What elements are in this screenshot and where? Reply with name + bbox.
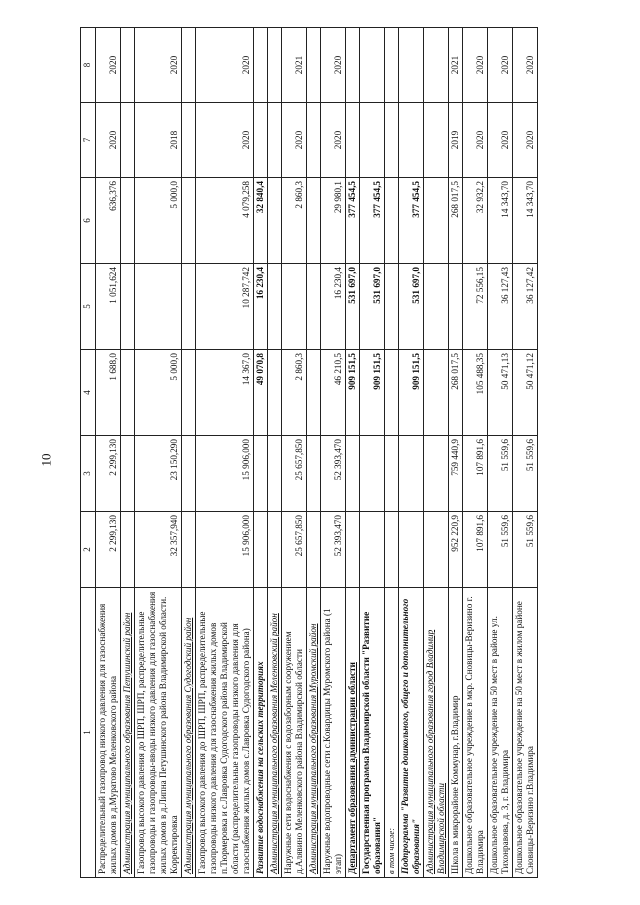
value-cell xyxy=(268,28,282,103)
row-label-cell: Дошкольное образовательное учреждение на 50 мест в районе ул. Тихонравова, д. 3, г. Владимира xyxy=(488,588,513,878)
table-row xyxy=(488,28,513,878)
value-cell: 15 906,000 xyxy=(196,436,254,512)
value-cell: 51 559,6 xyxy=(513,512,538,588)
value-cell: 107 891,6 xyxy=(463,512,488,588)
value-cell xyxy=(182,178,196,264)
table-row xyxy=(399,28,424,878)
value-cell: 2 299,130 xyxy=(96,436,121,512)
row-label-cell: Администрация муниципального образования город Владимир Владимирской области xyxy=(424,588,449,878)
value-cell: 4 079,258 xyxy=(196,178,254,264)
value-cell xyxy=(307,178,321,264)
value-cell xyxy=(424,103,449,178)
value-cell: 72 556,15 xyxy=(463,264,488,350)
value-cell: 1 688,0 xyxy=(96,350,121,436)
column-header: 2 xyxy=(81,512,96,588)
value-cell: 2 860,3 xyxy=(282,178,307,264)
value-cell: 377 454,5 xyxy=(360,178,385,264)
value-cell: 14 343,70 xyxy=(513,178,538,264)
value-cell: 2020 xyxy=(463,28,488,103)
value-cell xyxy=(399,512,424,588)
value-cell xyxy=(307,350,321,436)
value-cell xyxy=(121,178,135,264)
value-cell: 5 000,0 xyxy=(135,178,182,264)
value-cell xyxy=(424,350,449,436)
value-cell xyxy=(182,436,196,512)
value-cell xyxy=(121,350,135,436)
value-cell: 2020 xyxy=(96,103,121,178)
value-cell xyxy=(182,28,196,103)
value-cell: 10 287,742 xyxy=(196,264,254,350)
value-cell: 49 070,8 xyxy=(254,350,268,436)
row-label-cell: Администрация муниципального образования Меленковский район xyxy=(268,588,282,878)
value-cell xyxy=(424,264,449,350)
value-cell: 909 151,5 xyxy=(360,350,385,436)
value-cell xyxy=(254,436,268,512)
table-row xyxy=(513,28,538,878)
value-cell xyxy=(385,512,399,588)
row-label-cell: Администрация муниципального образования Судогодский район xyxy=(182,588,196,878)
value-cell: 531 697,0 xyxy=(360,264,385,350)
table-row xyxy=(307,28,321,878)
value-cell xyxy=(307,103,321,178)
value-cell: 52 393,470 xyxy=(321,512,346,588)
value-cell: 2 860,3 xyxy=(282,350,307,436)
value-cell: 909 151,5 xyxy=(346,350,360,436)
table-row xyxy=(135,28,182,878)
column-header: 7 xyxy=(81,103,96,178)
value-cell: 14 367,0 xyxy=(196,350,254,436)
value-cell xyxy=(268,436,282,512)
row-label-cell: Школа в микрорайоне Коммунар, г.Владимир xyxy=(449,588,463,878)
value-cell: 2 299,130 xyxy=(96,512,121,588)
value-cell: 268 017,5 xyxy=(449,350,463,436)
value-cell xyxy=(182,350,196,436)
table-row xyxy=(321,28,346,878)
value-cell: 377 454,5 xyxy=(399,178,424,264)
row-label-cell: Газопровод высокого давления до ШРП, ШРП, распределительные газопроводы и газопроводы-вводы низкого давления для газоснабжения жилых домов в д.Липна Петушинского района Владимирской области. Корректировка xyxy=(135,588,182,878)
value-cell xyxy=(346,436,360,512)
value-cell: 14 343,70 xyxy=(488,178,513,264)
value-cell xyxy=(424,512,449,588)
value-cell xyxy=(135,264,182,350)
table-row xyxy=(346,28,360,878)
value-cell: 2020 xyxy=(488,103,513,178)
value-cell xyxy=(268,512,282,588)
value-cell xyxy=(360,103,385,178)
value-cell xyxy=(449,264,463,350)
value-cell xyxy=(282,264,307,350)
value-cell: 25 657,850 xyxy=(282,436,307,512)
value-cell: 32 357,940 xyxy=(135,512,182,588)
row-label-cell: Администрация муниципального образования Петушинский район xyxy=(121,588,135,878)
row-label-cell: Дошкольное образовательное учреждение на 50 мест в жилом районе Сновицы-Веризино г.Владимира xyxy=(513,588,538,878)
investment-table xyxy=(80,27,538,878)
page-number: 10 xyxy=(38,453,54,467)
value-cell xyxy=(307,264,321,350)
value-cell xyxy=(424,178,449,264)
value-cell xyxy=(385,28,399,103)
value-cell: 2020 xyxy=(196,103,254,178)
value-cell: 107 891,6 xyxy=(463,436,488,512)
value-cell: 5 000,0 xyxy=(135,350,182,436)
column-header: 5 xyxy=(81,264,96,350)
value-cell xyxy=(360,436,385,512)
value-cell: 377 454,5 xyxy=(346,178,360,264)
table-row xyxy=(282,28,307,878)
value-cell xyxy=(121,103,135,178)
value-cell: 2019 xyxy=(449,103,463,178)
value-cell xyxy=(385,436,399,512)
value-cell xyxy=(254,103,268,178)
value-cell: 2020 xyxy=(488,28,513,103)
value-cell: 15 906,000 xyxy=(196,512,254,588)
value-cell: 16 230,4 xyxy=(321,264,346,350)
value-cell: 2020 xyxy=(321,103,346,178)
table-row xyxy=(96,28,121,878)
value-cell xyxy=(121,436,135,512)
value-cell xyxy=(268,103,282,178)
value-cell: 636,376 xyxy=(96,178,121,264)
column-header: 1 xyxy=(81,588,96,878)
value-cell: 46 210,5 xyxy=(321,350,346,436)
value-cell: 2020 xyxy=(135,28,182,103)
value-cell: 531 697,0 xyxy=(346,264,360,350)
value-cell xyxy=(182,512,196,588)
row-label-cell: Дошкольное образовательное учреждение в мкр. Сновицы-Веризино г. Владимира xyxy=(463,588,488,878)
value-cell xyxy=(424,436,449,512)
value-cell: 2020 xyxy=(196,28,254,103)
value-cell xyxy=(385,350,399,436)
row-label-cell: Наружные водопроводные сети с.Ковардицы Муромского района (1 этап) xyxy=(321,588,346,878)
row-label-cell: в том числе: xyxy=(385,588,399,878)
value-cell: 29 980,1 xyxy=(321,178,346,264)
value-cell: 2020 xyxy=(513,28,538,103)
value-cell xyxy=(254,28,268,103)
value-cell xyxy=(268,350,282,436)
table-row xyxy=(385,28,399,878)
column-header: 8 xyxy=(81,28,96,103)
row-label-cell: Администрация муниципального образования Муромский район xyxy=(307,588,321,878)
value-cell: 2020 xyxy=(513,103,538,178)
rotated-page xyxy=(80,28,616,878)
value-cell: 51 559,6 xyxy=(488,436,513,512)
row-label-cell: Департамент образования администрации области xyxy=(346,588,360,878)
value-cell: 2018 xyxy=(135,103,182,178)
row-label-cell: Наружные сети водоснабжения с водозаборным сооружением д.Алявино Меленковского района Владимирской области xyxy=(282,588,307,878)
value-cell: 52 393,470 xyxy=(321,436,346,512)
table-row xyxy=(254,28,268,878)
column-header: 4 xyxy=(81,350,96,436)
row-label-cell: Развитие водоснабжения на сельских территориях xyxy=(254,588,268,878)
value-cell xyxy=(121,264,135,350)
value-cell: 268 017,5 xyxy=(449,178,463,264)
value-cell: 16 230,4 xyxy=(254,264,268,350)
value-cell: 531 697,0 xyxy=(399,264,424,350)
value-cell xyxy=(268,178,282,264)
value-cell xyxy=(385,103,399,178)
value-cell xyxy=(121,28,135,103)
value-cell xyxy=(307,28,321,103)
value-cell xyxy=(360,28,385,103)
value-cell: 2021 xyxy=(449,28,463,103)
value-cell: 2021 xyxy=(282,28,307,103)
value-cell: 50 471,12 xyxy=(513,350,538,436)
table-row xyxy=(182,28,196,878)
header-row xyxy=(81,28,96,878)
value-cell xyxy=(268,264,282,350)
value-cell: 952 220,9 xyxy=(449,512,463,588)
value-cell xyxy=(360,512,385,588)
value-cell: 759 440,9 xyxy=(449,436,463,512)
column-header: 6 xyxy=(81,178,96,264)
row-label-cell: Подпрограмма "Развитие дошкольного, общего и дополнительного образования" xyxy=(399,588,424,878)
value-cell xyxy=(254,512,268,588)
value-cell xyxy=(399,28,424,103)
row-label-cell: Государственная программа Владимирской области "Развитие образования" xyxy=(360,588,385,878)
table-row xyxy=(449,28,463,878)
value-cell: 2020 xyxy=(282,103,307,178)
value-cell xyxy=(346,103,360,178)
value-cell: 909 151,5 xyxy=(399,350,424,436)
value-cell xyxy=(346,28,360,103)
value-cell: 1 051,624 xyxy=(96,264,121,350)
value-cell xyxy=(385,178,399,264)
value-cell: 51 559,6 xyxy=(513,436,538,512)
row-label-cell: Газопровод высокого давления до ШРП, ШРП, распределительные газопроводы низкого давления для газоснабжения жилых домов п.Тюрмеровка и с.Лавровка Судогодского района Владимирской области (распределительные газопроводы низкого давления для газоснабжения жилых домов с.Лавровка Судогодского района) xyxy=(196,588,254,878)
table-row xyxy=(463,28,488,878)
value-cell: 50 471,13 xyxy=(488,350,513,436)
value-cell: 32 932,2 xyxy=(463,178,488,264)
value-cell: 32 840,4 xyxy=(254,178,268,264)
row-label-cell: Распределительный газопровод низкого давления для газоснабжения жилых домов в д.Муратово Меленковского района xyxy=(96,588,121,878)
value-cell: 2020 xyxy=(321,28,346,103)
value-cell xyxy=(424,28,449,103)
value-cell: 51 559,6 xyxy=(488,512,513,588)
value-cell xyxy=(346,512,360,588)
value-cell xyxy=(385,264,399,350)
value-cell xyxy=(307,436,321,512)
value-cell xyxy=(399,436,424,512)
value-cell xyxy=(182,103,196,178)
value-cell: 25 657,850 xyxy=(282,512,307,588)
value-cell: 23 150,290 xyxy=(135,436,182,512)
table-row xyxy=(268,28,282,878)
value-cell: 2020 xyxy=(96,28,121,103)
value-cell xyxy=(307,512,321,588)
value-cell xyxy=(399,103,424,178)
column-header: 3 xyxy=(81,436,96,512)
table-row xyxy=(360,28,385,878)
table-row xyxy=(424,28,449,878)
value-cell: 2020 xyxy=(463,103,488,178)
value-cell xyxy=(182,264,196,350)
table-row xyxy=(196,28,254,878)
table-row xyxy=(121,28,135,878)
value-cell xyxy=(121,512,135,588)
value-cell: 105 488,35 xyxy=(463,350,488,436)
value-cell: 36 127,42 xyxy=(513,264,538,350)
value-cell: 36 127,43 xyxy=(488,264,513,350)
